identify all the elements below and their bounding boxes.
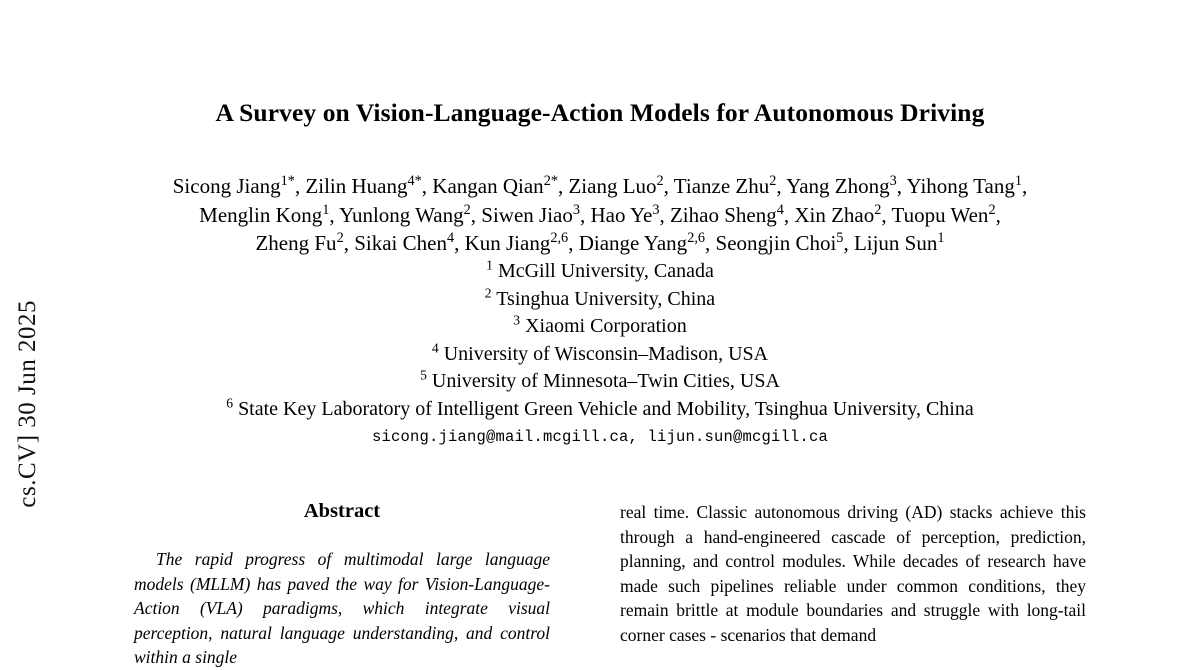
affiliation-3: $^3$ Xiaomi Corporation bbox=[513, 312, 687, 337]
affiliation-5: $^5$ University of Minnesota–Twin Cities, USA bbox=[420, 367, 780, 392]
author-list bbox=[100, 172, 1100, 258]
affiliation-2: $^2$ Tsinghua University, China bbox=[484, 284, 716, 310]
author-line-3: Zheng Fu$^2$, Sikai Chen$^4$, Kun Jiang$^{2,6}$, Diange Yang$^{2,6}$, Seongjin Choi$^5$, Lijun Sun$^1$ bbox=[255, 230, 945, 255]
arxiv-stamp: cs.CV] 30 Jun 2025 bbox=[14, 300, 41, 508]
abstract-text: The rapid progress of multimodal large language models (MLLM) has paved the way for Vision-Language-Action (VLA) paradigms, which integrate visual perception, natural language understanding, and control within a single bbox=[134, 549, 550, 668]
contact-emails: sicong.jiang@mail.mcgill.ca, lijun.sun@mcgill.ca bbox=[371, 428, 829, 446]
author-line-1: Sicong Jiang$^{1*}$, Zilin Huang$^{4*}$, Kangan Qian$^{2*}$, Ziang Luo$^2$, Tianze Zhu$^2$, Yang Zhong$^3$, Yihong Tang$^1$, bbox=[172, 173, 1028, 198]
intro-text: real time. Classic autonomous driving (AD) stacks achieve this through a hand-engineered cascade of perception, prediction, planning, and control modules. While decades of research have made such pipelines reliable under common conditions, they remain brittle at module boundaries and struggle with long-tail corner cases - scenarios that demand bbox=[620, 502, 1086, 645]
page-title: A Survey on Vision-Language-Action Models for Autonomous Driving bbox=[215, 98, 985, 127]
affiliation-1: $^1$ McGill University, Canada bbox=[486, 257, 714, 282]
abstract-column bbox=[134, 500, 550, 670]
abstract-heading: Abstract bbox=[303, 500, 381, 522]
affiliation-4: $^4$ University of Wisconsin–Madison, USA bbox=[431, 339, 769, 365]
author-line-2: Menglin Kong$^1$, Yunlong Wang$^2$, Siwen Jiao$^3$, Hao Ye$^3$, Zihao Sheng$^4$, Xin Zhao$^2$, Tuopu Wen$^2$, bbox=[199, 201, 1001, 227]
intro-column bbox=[620, 500, 1086, 648]
affiliation-6: $^6$ State Key Laboratory of Intelligent Green Vehicle and Mobility, Tsinghua University, China bbox=[226, 394, 974, 420]
affiliation-list bbox=[100, 258, 1100, 423]
